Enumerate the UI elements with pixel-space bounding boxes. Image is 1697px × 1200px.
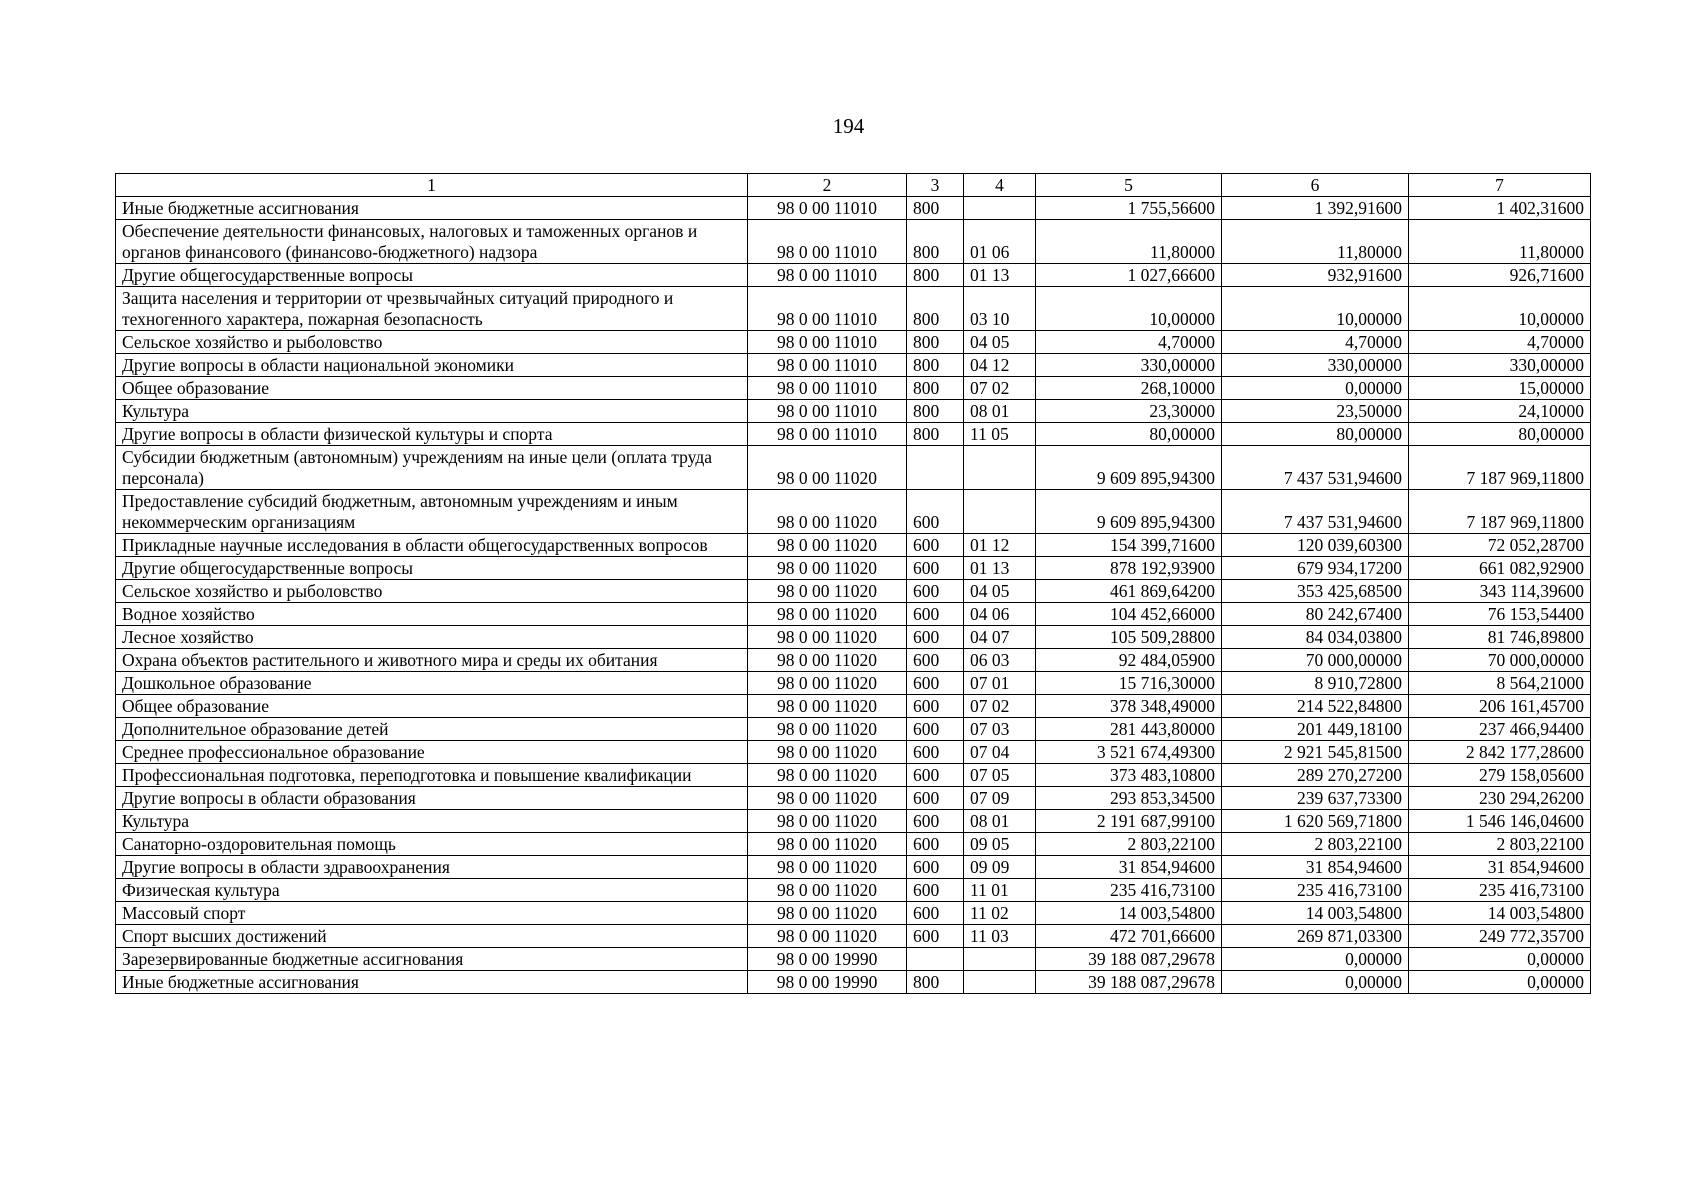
column-header: 3 xyxy=(907,174,964,197)
row-name-cell: Спорт высших достижений xyxy=(116,925,748,948)
row-value-7-cell: 237 466,94400 xyxy=(1409,718,1591,741)
row-code-cell: 98 0 00 11020 xyxy=(748,787,907,810)
row-section-cell xyxy=(964,948,1036,971)
row-code-cell: 98 0 00 19990 xyxy=(748,948,907,971)
row-section-cell: 07 04 xyxy=(964,741,1036,764)
row-value-7-cell: 330,00000 xyxy=(1409,354,1591,377)
row-value-7-cell: 8 564,21000 xyxy=(1409,672,1591,695)
row-value-5-cell: 1 027,66600 xyxy=(1036,264,1222,287)
row-section-cell xyxy=(964,197,1036,220)
row-expense-type-cell: 600 xyxy=(907,833,964,856)
row-name-cell: Физическая культура xyxy=(116,879,748,902)
row-value-7-cell: 7 187 969,11800 xyxy=(1409,490,1591,534)
column-header: 6 xyxy=(1222,174,1409,197)
row-code-cell: 98 0 00 11020 xyxy=(748,672,907,695)
row-name-cell: Другие вопросы в области физической культуры и спорта xyxy=(116,423,748,446)
row-value-7-cell: 0,00000 xyxy=(1409,948,1591,971)
row-value-7-cell: 235 416,73100 xyxy=(1409,879,1591,902)
row-value-5-cell: 472 701,66600 xyxy=(1036,925,1222,948)
row-value-6-cell: 269 871,03300 xyxy=(1222,925,1409,948)
table-row xyxy=(116,718,1591,741)
column-header: 5 xyxy=(1036,174,1222,197)
table-row xyxy=(116,400,1591,423)
row-expense-type-cell: 800 xyxy=(907,287,964,331)
row-value-5-cell: 878 192,93900 xyxy=(1036,557,1222,580)
row-value-7-cell: 230 294,26200 xyxy=(1409,787,1591,810)
row-value-6-cell: 0,00000 xyxy=(1222,948,1409,971)
table-row xyxy=(116,787,1591,810)
row-value-7-cell: 24,10000 xyxy=(1409,400,1591,423)
row-code-cell: 98 0 00 11020 xyxy=(748,649,907,672)
row-name-cell: Зарезервированные бюджетные ассигнования xyxy=(116,948,748,971)
row-expense-type-cell: 600 xyxy=(907,490,964,534)
table-row xyxy=(116,741,1591,764)
row-value-7-cell: 70 000,00000 xyxy=(1409,649,1591,672)
row-code-cell: 98 0 00 11020 xyxy=(748,856,907,879)
row-expense-type-cell xyxy=(907,446,964,490)
row-expense-type-cell: 600 xyxy=(907,672,964,695)
row-section-cell: 04 12 xyxy=(964,354,1036,377)
row-value-7-cell: 0,00000 xyxy=(1409,971,1591,994)
row-value-5-cell: 11,80000 xyxy=(1036,220,1222,264)
table-row xyxy=(116,557,1591,580)
row-value-6-cell: 120 039,60300 xyxy=(1222,534,1409,557)
row-code-cell: 98 0 00 11010 xyxy=(748,400,907,423)
table-row xyxy=(116,354,1591,377)
row-section-cell: 06 03 xyxy=(964,649,1036,672)
row-expense-type-cell: 600 xyxy=(907,649,964,672)
row-value-6-cell: 80,00000 xyxy=(1222,423,1409,446)
row-value-7-cell: 11,80000 xyxy=(1409,220,1591,264)
row-code-cell: 98 0 00 11020 xyxy=(748,695,907,718)
row-expense-type-cell: 600 xyxy=(907,557,964,580)
row-value-7-cell: 343 114,39600 xyxy=(1409,580,1591,603)
row-value-5-cell: 39 188 087,29678 xyxy=(1036,971,1222,994)
row-name-cell: Дошкольное образование xyxy=(116,672,748,695)
row-value-7-cell: 279 158,05600 xyxy=(1409,764,1591,787)
row-code-cell: 98 0 00 11020 xyxy=(748,764,907,787)
row-value-6-cell: 14 003,54800 xyxy=(1222,902,1409,925)
row-code-cell: 98 0 00 11020 xyxy=(748,490,907,534)
row-value-5-cell: 281 443,80000 xyxy=(1036,718,1222,741)
row-section-cell: 08 01 xyxy=(964,810,1036,833)
row-value-6-cell: 7 437 531,94600 xyxy=(1222,446,1409,490)
row-section-cell: 07 02 xyxy=(964,695,1036,718)
table-row xyxy=(116,197,1591,220)
row-section-cell: 07 05 xyxy=(964,764,1036,787)
row-value-5-cell: 378 348,49000 xyxy=(1036,695,1222,718)
row-value-5-cell: 235 416,73100 xyxy=(1036,879,1222,902)
row-expense-type-cell: 600 xyxy=(907,695,964,718)
row-value-5-cell: 2 803,22100 xyxy=(1036,833,1222,856)
row-value-5-cell: 154 399,71600 xyxy=(1036,534,1222,557)
row-code-cell: 98 0 00 19990 xyxy=(748,971,907,994)
table-row xyxy=(116,603,1591,626)
row-value-7-cell: 31 854,94600 xyxy=(1409,856,1591,879)
row-value-6-cell: 330,00000 xyxy=(1222,354,1409,377)
page-number: 194 xyxy=(832,114,865,138)
table-row xyxy=(116,810,1591,833)
row-value-7-cell: 1 546 146,04600 xyxy=(1409,810,1591,833)
row-value-6-cell: 31 854,94600 xyxy=(1222,856,1409,879)
row-expense-type-cell: 800 xyxy=(907,400,964,423)
row-section-cell: 07 01 xyxy=(964,672,1036,695)
row-name-cell: Другие вопросы в области национальной экономики xyxy=(116,354,748,377)
row-expense-type-cell: 600 xyxy=(907,718,964,741)
table-row xyxy=(116,649,1591,672)
table-row xyxy=(116,331,1591,354)
row-expense-type-cell: 800 xyxy=(907,264,964,287)
row-expense-type-cell: 600 xyxy=(907,626,964,649)
row-expense-type-cell: 800 xyxy=(907,220,964,264)
row-section-cell: 11 01 xyxy=(964,879,1036,902)
budget-table xyxy=(115,173,1591,994)
row-value-6-cell: 2 803,22100 xyxy=(1222,833,1409,856)
row-section-cell: 07 02 xyxy=(964,377,1036,400)
table-row xyxy=(116,764,1591,787)
row-expense-type-cell: 600 xyxy=(907,902,964,925)
row-value-6-cell: 353 425,68500 xyxy=(1222,580,1409,603)
row-expense-type-cell: 600 xyxy=(907,741,964,764)
row-value-7-cell: 206 161,45700 xyxy=(1409,695,1591,718)
table-row xyxy=(116,833,1591,856)
row-value-7-cell: 4,70000 xyxy=(1409,331,1591,354)
row-value-5-cell: 1 755,56600 xyxy=(1036,197,1222,220)
row-code-cell: 98 0 00 11020 xyxy=(748,534,907,557)
row-code-cell: 98 0 00 11020 xyxy=(748,902,907,925)
table-row xyxy=(116,856,1591,879)
row-code-cell: 98 0 00 11020 xyxy=(748,603,907,626)
row-value-5-cell: 2 191 687,99100 xyxy=(1036,810,1222,833)
table-row xyxy=(116,220,1591,264)
row-section-cell: 03 10 xyxy=(964,287,1036,331)
row-expense-type-cell: 800 xyxy=(907,354,964,377)
row-code-cell: 98 0 00 11020 xyxy=(748,810,907,833)
row-value-7-cell: 81 746,89800 xyxy=(1409,626,1591,649)
row-name-cell: Культура xyxy=(116,810,748,833)
column-header: 7 xyxy=(1409,174,1591,197)
row-value-5-cell: 330,00000 xyxy=(1036,354,1222,377)
row-code-cell: 98 0 00 11020 xyxy=(748,741,907,764)
row-name-cell: Защита населения и территории от чрезвычайных ситуаций природного и техногенного характера, пожарная безопасность xyxy=(116,287,748,331)
row-section-cell: 11 05 xyxy=(964,423,1036,446)
row-value-5-cell: 10,00000 xyxy=(1036,287,1222,331)
row-expense-type-cell: 600 xyxy=(907,879,964,902)
row-value-7-cell: 926,71600 xyxy=(1409,264,1591,287)
row-value-6-cell: 239 637,73300 xyxy=(1222,787,1409,810)
row-code-cell: 98 0 00 11020 xyxy=(748,557,907,580)
row-name-cell: Среднее профессиональное образование xyxy=(116,741,748,764)
row-section-cell xyxy=(964,446,1036,490)
row-section-cell: 01 13 xyxy=(964,557,1036,580)
row-value-5-cell: 80,00000 xyxy=(1036,423,1222,446)
row-value-5-cell: 9 609 895,94300 xyxy=(1036,446,1222,490)
row-code-cell: 98 0 00 11020 xyxy=(748,580,907,603)
column-header: 1 xyxy=(116,174,748,197)
row-value-6-cell: 2 921 545,81500 xyxy=(1222,741,1409,764)
row-value-5-cell: 14 003,54800 xyxy=(1036,902,1222,925)
row-expense-type-cell: 600 xyxy=(907,810,964,833)
row-code-cell: 98 0 00 11010 xyxy=(748,264,907,287)
row-expense-type-cell: 800 xyxy=(907,331,964,354)
table-row xyxy=(116,879,1591,902)
row-expense-type-cell: 800 xyxy=(907,197,964,220)
row-value-5-cell: 104 452,66000 xyxy=(1036,603,1222,626)
row-value-6-cell: 1 620 569,71800 xyxy=(1222,810,1409,833)
row-value-6-cell: 4,70000 xyxy=(1222,331,1409,354)
row-name-cell: Сельское хозяйство и рыболовство xyxy=(116,580,748,603)
row-value-5-cell: 92 484,05900 xyxy=(1036,649,1222,672)
row-value-6-cell: 0,00000 xyxy=(1222,377,1409,400)
row-expense-type-cell: 600 xyxy=(907,603,964,626)
row-value-6-cell: 84 034,03800 xyxy=(1222,626,1409,649)
row-value-5-cell: 461 869,64200 xyxy=(1036,580,1222,603)
row-code-cell: 98 0 00 11020 xyxy=(748,925,907,948)
row-section-cell: 04 05 xyxy=(964,331,1036,354)
row-section-cell: 08 01 xyxy=(964,400,1036,423)
row-section-cell xyxy=(964,490,1036,534)
row-value-6-cell: 932,91600 xyxy=(1222,264,1409,287)
table-row xyxy=(116,626,1591,649)
row-name-cell: Предоставление субсидий бюджетным, автономным учреждениям и иным некоммерческим организациям xyxy=(116,490,748,534)
row-expense-type-cell: 600 xyxy=(907,787,964,810)
row-value-6-cell: 214 522,84800 xyxy=(1222,695,1409,718)
row-code-cell: 98 0 00 11020 xyxy=(748,626,907,649)
row-code-cell: 98 0 00 11010 xyxy=(748,287,907,331)
row-value-6-cell: 80 242,67400 xyxy=(1222,603,1409,626)
row-value-7-cell: 7 187 969,11800 xyxy=(1409,446,1591,490)
row-value-7-cell: 2 842 177,28600 xyxy=(1409,741,1591,764)
row-name-cell: Культура xyxy=(116,400,748,423)
table-row xyxy=(116,672,1591,695)
row-expense-type-cell: 600 xyxy=(907,764,964,787)
table-row xyxy=(116,446,1591,490)
row-code-cell: 98 0 00 11010 xyxy=(748,354,907,377)
row-value-7-cell: 1 402,31600 xyxy=(1409,197,1591,220)
row-section-cell: 04 06 xyxy=(964,603,1036,626)
row-value-6-cell: 235 416,73100 xyxy=(1222,879,1409,902)
row-section-cell: 04 05 xyxy=(964,580,1036,603)
row-name-cell: Охрана объектов растительного и животного мира и среды их обитания xyxy=(116,649,748,672)
row-value-7-cell: 15,00000 xyxy=(1409,377,1591,400)
table-row xyxy=(116,490,1591,534)
row-section-cell: 09 09 xyxy=(964,856,1036,879)
row-expense-type-cell: 600 xyxy=(907,925,964,948)
row-name-cell: Иные бюджетные ассигнования xyxy=(116,971,748,994)
row-value-6-cell: 1 392,91600 xyxy=(1222,197,1409,220)
row-section-cell xyxy=(964,971,1036,994)
row-section-cell: 11 03 xyxy=(964,925,1036,948)
row-code-cell: 98 0 00 11020 xyxy=(748,833,907,856)
row-value-5-cell: 268,10000 xyxy=(1036,377,1222,400)
row-value-5-cell: 15 716,30000 xyxy=(1036,672,1222,695)
row-value-6-cell: 11,80000 xyxy=(1222,220,1409,264)
row-value-7-cell: 72 052,28700 xyxy=(1409,534,1591,557)
row-code-cell: 98 0 00 11010 xyxy=(748,220,907,264)
row-value-7-cell: 80,00000 xyxy=(1409,423,1591,446)
row-expense-type-cell: 600 xyxy=(907,580,964,603)
row-value-5-cell: 9 609 895,94300 xyxy=(1036,490,1222,534)
row-name-cell: Профессиональная подготовка, переподготовка и повышение квалификации xyxy=(116,764,748,787)
row-name-cell: Сельское хозяйство и рыболовство xyxy=(116,331,748,354)
row-code-cell: 98 0 00 11010 xyxy=(748,377,907,400)
column-header: 4 xyxy=(964,174,1036,197)
row-name-cell: Общее образование xyxy=(116,695,748,718)
table-row xyxy=(116,925,1591,948)
row-section-cell: 07 09 xyxy=(964,787,1036,810)
row-section-cell: 01 13 xyxy=(964,264,1036,287)
row-value-6-cell: 201 449,18100 xyxy=(1222,718,1409,741)
row-expense-type-cell xyxy=(907,948,964,971)
row-name-cell: Лесное хозяйство xyxy=(116,626,748,649)
row-value-7-cell: 661 082,92900 xyxy=(1409,557,1591,580)
row-name-cell: Прикладные научные исследования в области общегосударственных вопросов xyxy=(116,534,748,557)
row-value-7-cell: 14 003,54800 xyxy=(1409,902,1591,925)
row-value-5-cell: 373 483,10800 xyxy=(1036,764,1222,787)
row-expense-type-cell: 600 xyxy=(907,856,964,879)
row-value-6-cell: 679 934,17200 xyxy=(1222,557,1409,580)
row-value-5-cell: 4,70000 xyxy=(1036,331,1222,354)
row-section-cell: 07 03 xyxy=(964,718,1036,741)
row-code-cell: 98 0 00 11010 xyxy=(748,197,907,220)
row-expense-type-cell: 600 xyxy=(907,534,964,557)
table-body xyxy=(116,197,1591,994)
table-row xyxy=(116,534,1591,557)
row-name-cell: Водное хозяйство xyxy=(116,603,748,626)
row-value-5-cell: 105 509,28800 xyxy=(1036,626,1222,649)
row-value-5-cell: 31 854,94600 xyxy=(1036,856,1222,879)
table-row xyxy=(116,695,1591,718)
row-value-6-cell: 289 270,27200 xyxy=(1222,764,1409,787)
row-name-cell: Другие общегосударственные вопросы xyxy=(116,264,748,287)
table-row xyxy=(116,902,1591,925)
row-name-cell: Массовый спорт xyxy=(116,902,748,925)
row-value-5-cell: 39 188 087,29678 xyxy=(1036,948,1222,971)
row-value-6-cell: 7 437 531,94600 xyxy=(1222,490,1409,534)
table-header-row xyxy=(116,174,1591,197)
row-name-cell: Другие вопросы в области здравоохранения xyxy=(116,856,748,879)
row-value-6-cell: 8 910,72800 xyxy=(1222,672,1409,695)
row-value-6-cell: 10,00000 xyxy=(1222,287,1409,331)
row-section-cell: 01 06 xyxy=(964,220,1036,264)
row-name-cell: Иные бюджетные ассигнования xyxy=(116,197,748,220)
table-row xyxy=(116,948,1591,971)
row-expense-type-cell: 800 xyxy=(907,377,964,400)
table-row xyxy=(116,287,1591,331)
row-name-cell: Санаторно-оздоровительная помощь xyxy=(116,833,748,856)
row-value-5-cell: 293 853,34500 xyxy=(1036,787,1222,810)
row-section-cell: 11 02 xyxy=(964,902,1036,925)
row-value-7-cell: 76 153,54400 xyxy=(1409,603,1591,626)
row-section-cell: 09 05 xyxy=(964,833,1036,856)
row-expense-type-cell: 800 xyxy=(907,971,964,994)
row-value-7-cell: 10,00000 xyxy=(1409,287,1591,331)
row-name-cell: Дополнительное образование детей xyxy=(116,718,748,741)
row-name-cell: Общее образование xyxy=(116,377,748,400)
row-value-6-cell: 23,50000 xyxy=(1222,400,1409,423)
row-code-cell: 98 0 00 11020 xyxy=(748,446,907,490)
row-value-6-cell: 70 000,00000 xyxy=(1222,649,1409,672)
row-code-cell: 98 0 00 11010 xyxy=(748,331,907,354)
row-expense-type-cell: 800 xyxy=(907,423,964,446)
row-code-cell: 98 0 00 11010 xyxy=(748,423,907,446)
row-section-cell: 04 07 xyxy=(964,626,1036,649)
row-value-5-cell: 23,30000 xyxy=(1036,400,1222,423)
row-value-7-cell: 2 803,22100 xyxy=(1409,833,1591,856)
row-name-cell: Обеспечение деятельности финансовых, налоговых и таможенных органов и органов финансового (финансово-бюджетного) надзора xyxy=(116,220,748,264)
row-code-cell: 98 0 00 11020 xyxy=(748,718,907,741)
table-row xyxy=(116,423,1591,446)
row-code-cell: 98 0 00 11020 xyxy=(748,879,907,902)
table-row xyxy=(116,264,1591,287)
row-name-cell: Другие общегосударственные вопросы xyxy=(116,557,748,580)
row-section-cell: 01 12 xyxy=(964,534,1036,557)
column-header: 2 xyxy=(748,174,907,197)
table-row xyxy=(116,971,1591,994)
row-value-7-cell: 249 772,35700 xyxy=(1409,925,1591,948)
row-name-cell: Субсидии бюджетным (автономным) учреждениям на иные цели (оплата труда персонала) xyxy=(116,446,748,490)
row-value-6-cell: 0,00000 xyxy=(1222,971,1409,994)
table-row xyxy=(116,580,1591,603)
row-name-cell: Другие вопросы в области образования xyxy=(116,787,748,810)
row-value-5-cell: 3 521 674,49300 xyxy=(1036,741,1222,764)
table-row xyxy=(116,377,1591,400)
